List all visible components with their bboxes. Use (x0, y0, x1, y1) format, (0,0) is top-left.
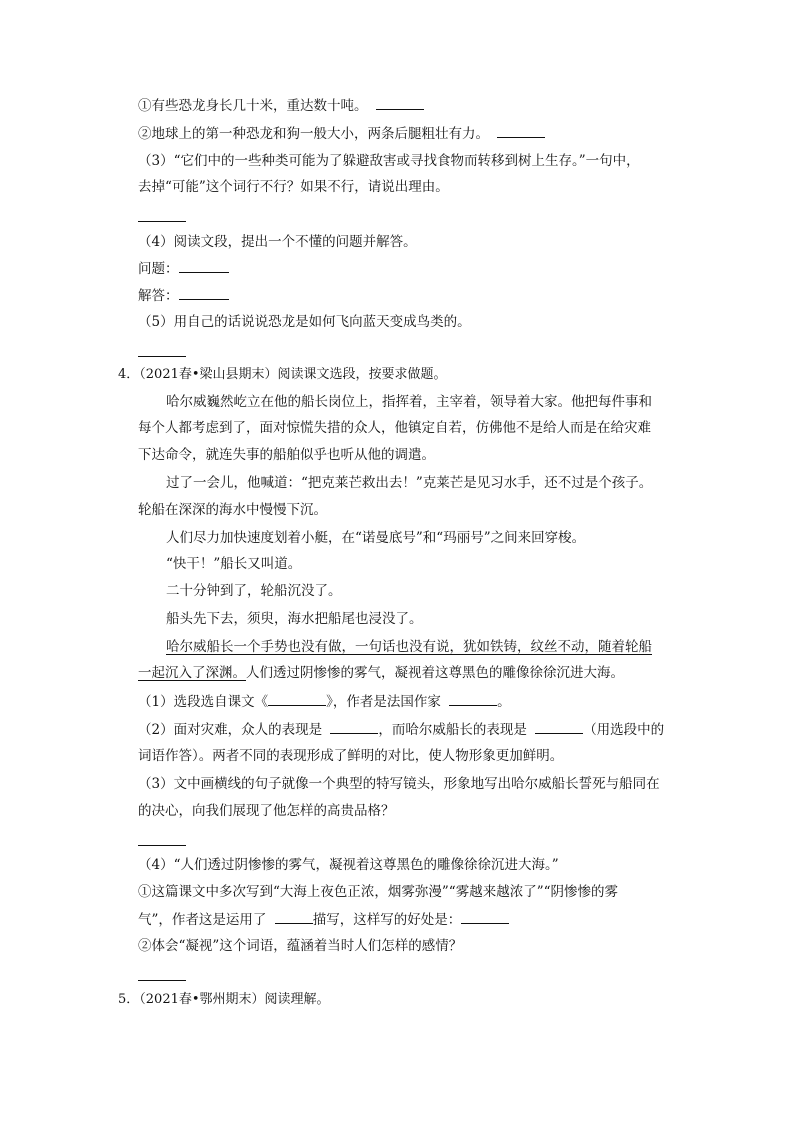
prev-q4-answer: 解答： (138, 285, 229, 306)
prev-item-1: ①有些恐龙身长几十米，重达数十吨。 (138, 95, 424, 116)
sub-question-4-1-line2: 气”，作者这是运用了 描写，这样写的好处是： (138, 909, 509, 930)
sub-question-3-line1: （3）文中画横线的句子就像一个典型的特写镜头，形象地写出哈尔威船长誓死与船同在 (138, 776, 660, 792)
passage-p7-line1-underlined: 哈尔威船长一个手势也没有做，一句话也没有说，犹如铁铸，纹丝不动，随着轮船 (166, 639, 652, 655)
answer-blank[interactable] (449, 691, 497, 706)
underlined-sentence-end: 一起沉入了深渊。 (138, 665, 246, 681)
answer-blank[interactable] (535, 719, 583, 734)
passage-p1-line3: 下达命令，就连失事的船舶似乎也听从他的调遣。 (138, 447, 435, 463)
prev-q4-question: 问题： (138, 258, 229, 279)
passage-p5: 二十分钟到了，轮船沉没了。 (166, 583, 342, 599)
sub-question-4-2: ②体会“凝视”这个词语，蕴涵着当时人们怎样的感情？ (138, 938, 463, 954)
passage-p1-line2: 每个人都考虑到了，面对惊慌失措的众人，他镇定自若，仿佛他不是给人而是在给灾难 (138, 420, 651, 436)
question-4-header: 4．（2021春•梁山县期末）阅读课文选段，按要求做题。 (118, 367, 447, 382)
prev-q5: （5）用自己的话说说恐龙是如何飞向蓝天变成鸟类的。 (138, 314, 471, 330)
passage-p4: “快干！”船长又叫道。 (166, 556, 302, 572)
prev-q5-answer-line[interactable] (138, 342, 186, 363)
answer-blank[interactable] (330, 719, 378, 734)
passage-p1-line1: 哈尔威巍然屹立在他的船长岗位上，指挥着，主宰着，领导着大家。他把每件事和 (166, 394, 652, 410)
sub-question-4-2-answer-line[interactable] (138, 966, 186, 987)
sub-question-4-1-line1: ①这篇课文中多次写到“大海上夜色正浓，烟雾弥漫”“雾越来越浓了”“阴惨惨的雾 (138, 884, 619, 900)
answer-blank[interactable] (179, 285, 229, 300)
prev-q4: （4）阅读文段，提出一个不懂的问题并解答。 (138, 234, 417, 250)
passage-p2-line2: 轮船在深深的海水中慢慢下沉。 (138, 502, 327, 518)
question-5-header: 5．（2021春•鄂州期末）阅读理解。 (118, 992, 330, 1007)
passage-p2-line1: 过了一会儿，他喊道：“把克莱芒救出去！”克莱芒是见习水手，还不过是个孩子。 (166, 475, 653, 491)
answer-blank[interactable] (268, 691, 326, 706)
sub-question-3-line2: 的决心，向我们展现了他怎样的高贵品格？ (138, 803, 395, 819)
sub-question-1: （1）选段选自课文《 》，作者是法国作家 。 (138, 691, 511, 712)
passage-p3: 人们尽力加快速度划着小艇，在“诺曼底号”和“玛丽号”之间来回穿梭。 (166, 530, 586, 546)
answer-blank[interactable] (275, 909, 313, 924)
prev-q3-line2: 去掉“可能”这个词行不行？如果不行，请说出理由。 (138, 179, 449, 195)
passage-p6: 船头先下去，须臾，海水把船尾也浸没了。 (166, 611, 423, 627)
sub-question-2: （2）面对灾难，众人的表现是 ，而哈尔威船长的表现是 （用选段中的 (138, 719, 664, 740)
passage-p7-line2: 一起沉入了深渊。人们透过阴惨惨的雾气，凝视着这尊黑色的雕像徐徐沉进大海。 (138, 665, 624, 681)
answer-blank[interactable] (376, 95, 424, 110)
prev-item-2: ②地球上的第一种恐龙和狗一般大小，两条后腿粗壮有力。 (138, 123, 545, 144)
answer-blank[interactable] (497, 123, 545, 138)
sub-question-4: （4）“人们透过阴惨惨的雾气，凝视着这尊黑色的雕像徐徐沉进大海。” (138, 857, 559, 873)
prev-q3-line1: （3）“它们中的一些种类可能为了躲避敌害或寻找食物而转移到树上生存。”一句中， (138, 153, 640, 169)
answer-blank[interactable] (179, 258, 229, 273)
sub-question-2-line2: 词语作答）。两者不同的表现形成了鲜明的对比，使人物形象更加鲜明。 (138, 748, 564, 764)
prev-q3-answer-line[interactable] (138, 207, 186, 228)
sub-question-3-answer-line[interactable] (138, 831, 186, 852)
answer-blank[interactable] (461, 909, 509, 924)
